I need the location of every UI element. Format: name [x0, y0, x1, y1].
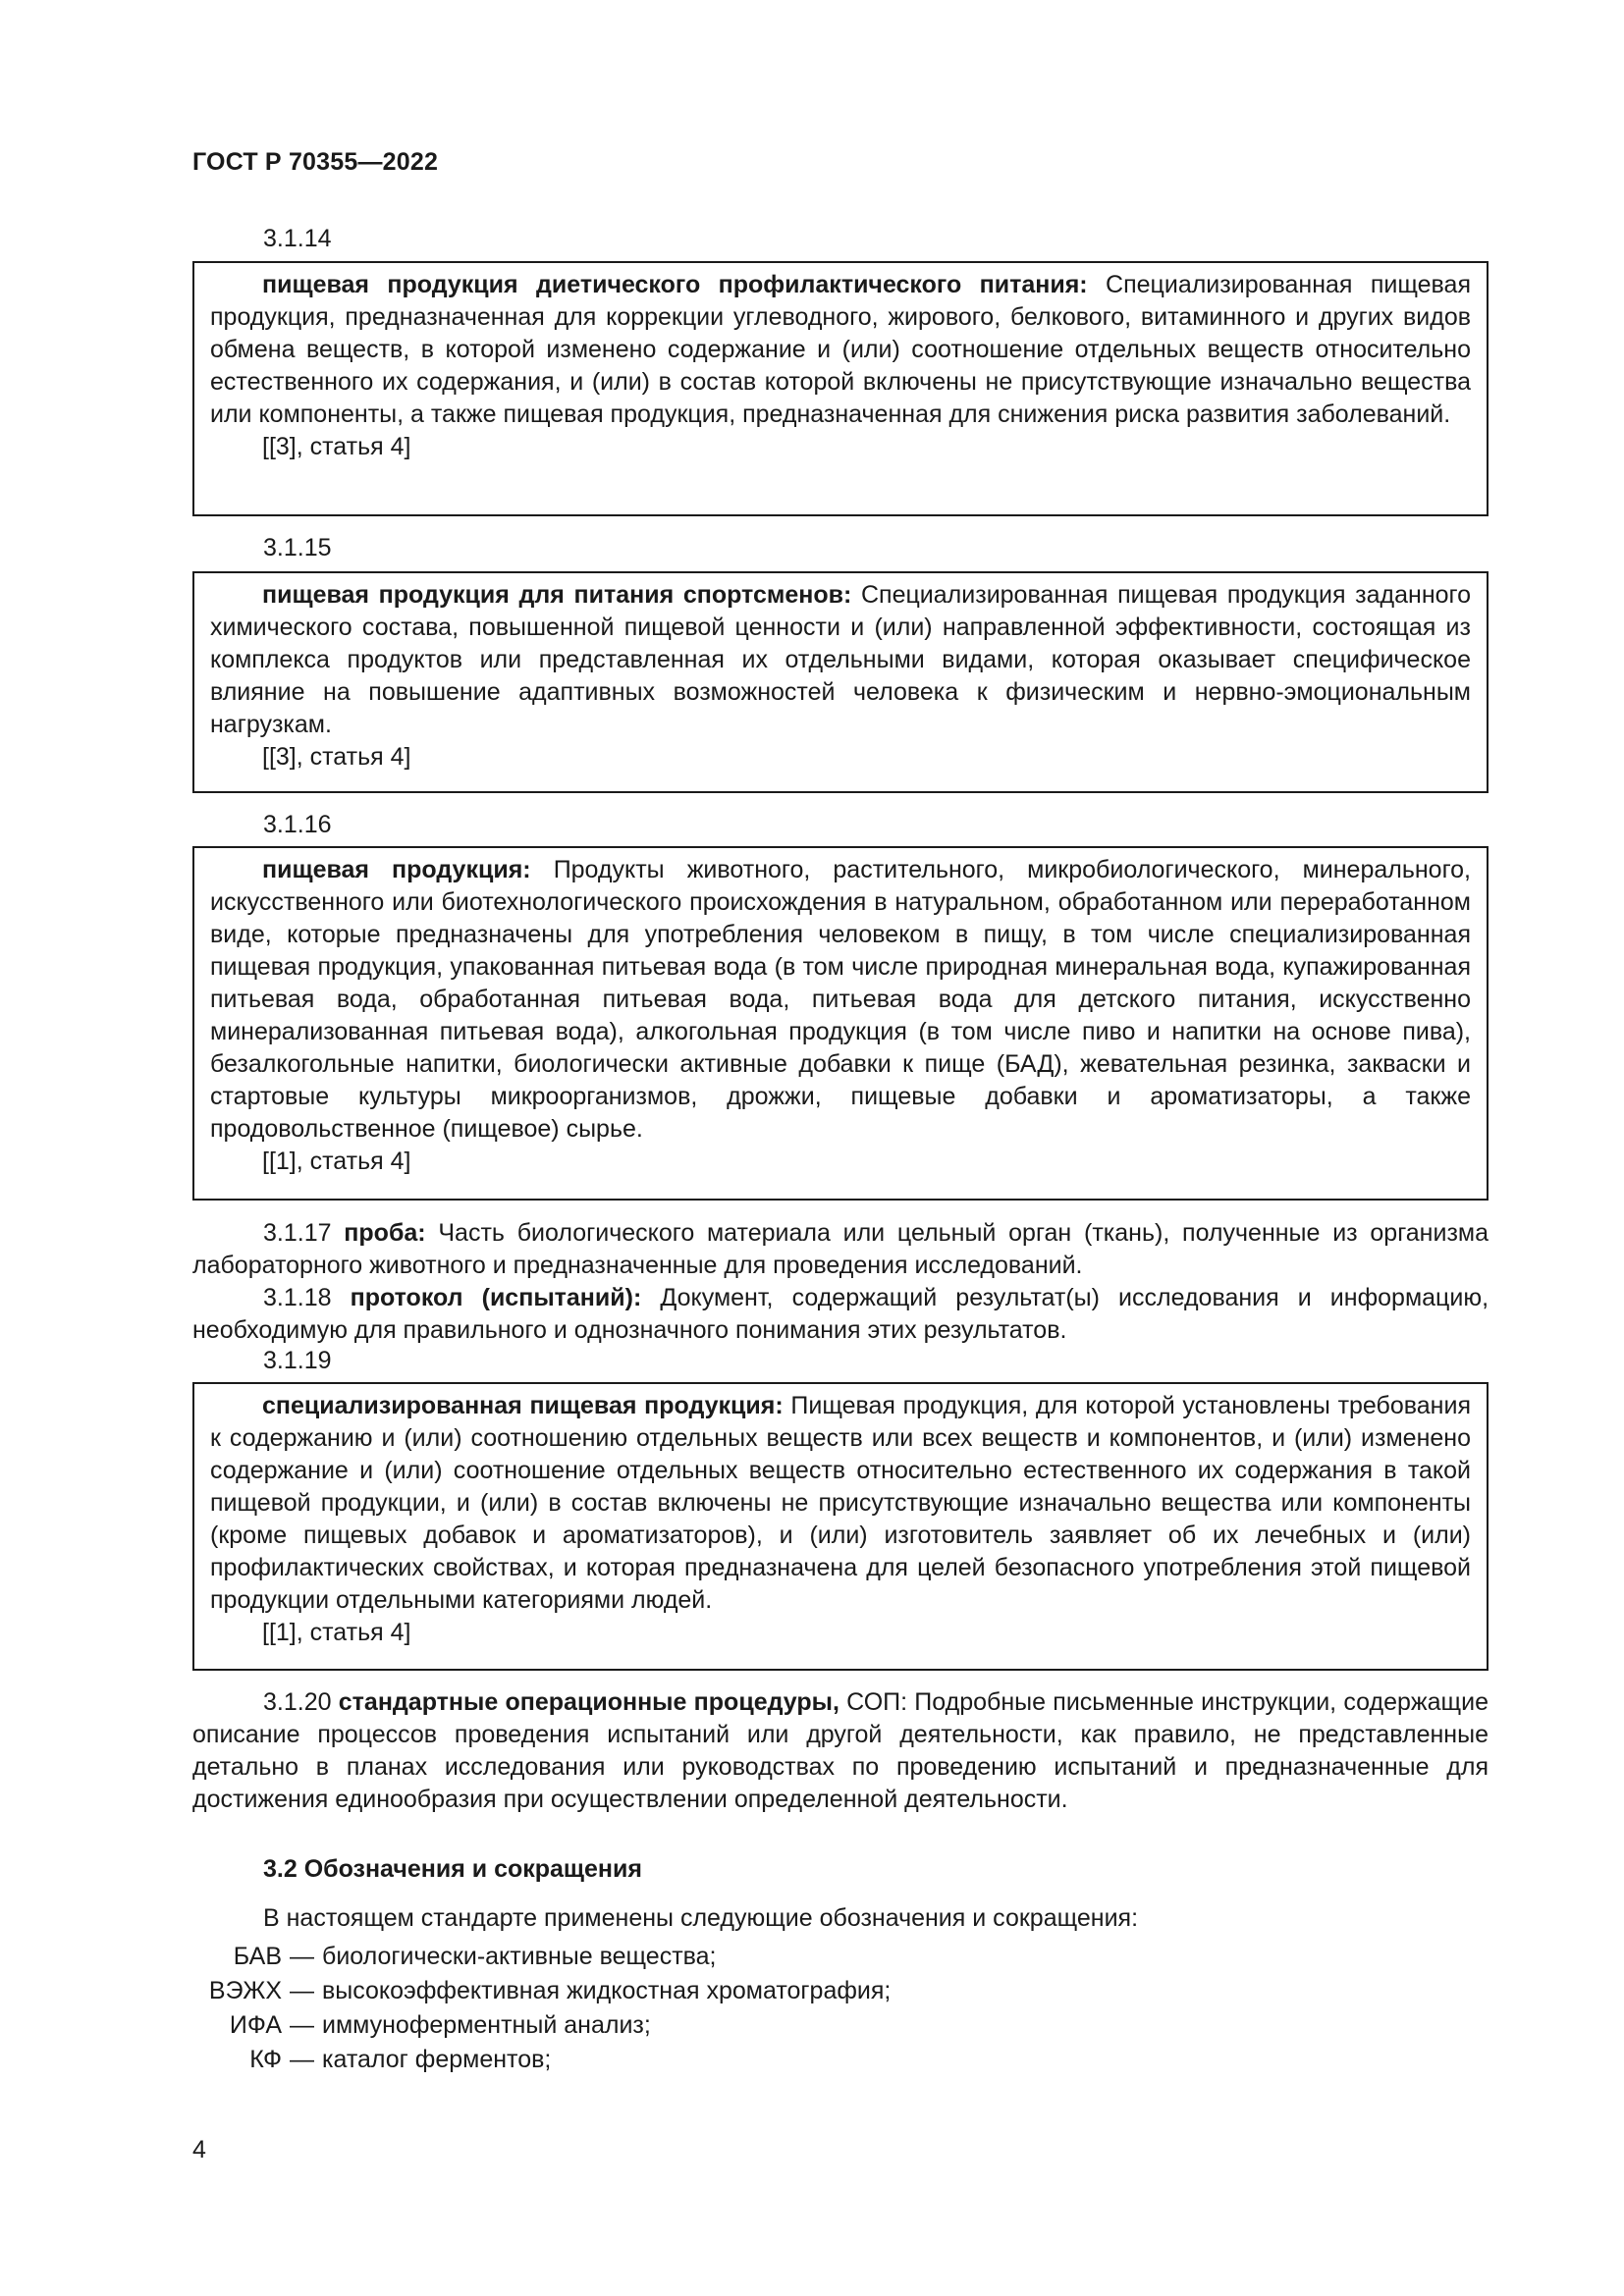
term-title: пищевая продукция: — [262, 856, 531, 883]
document-header: ГОСТ Р 70355—2022 — [192, 148, 439, 176]
page-number: 4 — [192, 2136, 206, 2163]
term-reference: [[1], статья 4] — [262, 1619, 411, 1646]
abbreviation-list — [147, 1940, 1326, 2077]
term-number: 3.1.20 — [263, 1688, 332, 1716]
term-paragraph — [192, 1282, 1489, 1347]
section-intro: В настоящем стандарте применены следующие обозначения и сокращения: — [263, 1904, 1139, 1932]
term-definition: Продукты животного, растительного, микробиологического, минерального, искусственного или биотехнологического происхождения в натуральном, обработанном или переработанном виде, которые предназначены для употребления человеком в пищу, в том числе специализированная пищевая продукция, упакованная питьевая вода (в том числе природная минеральная вода, купажированная питьевая вода, обработанная питьевая вода, питьевая вода для детского питания, искусственно минерализованная питьевая вода), алкогольная продукция (в том числе пиво и напитки на основе пива), безалкогольные напитки, биологически активные добавки к пище (БАД), жевательная резинка, закваски и стартовые культуры микроорганизмов, дрожжи, пищевые добавки и ароматизаторы, а также продовольственное (пищевое) сырье. — [210, 856, 1471, 1143]
term-number: 3.1.16 — [263, 811, 332, 838]
term-reference: [[3], статья 4] — [262, 433, 411, 460]
term-title: проба: — [344, 1219, 426, 1247]
term-reference: [[1], статья 4] — [262, 1148, 411, 1175]
term-paragraph — [210, 1390, 1471, 1617]
abbreviation-item — [147, 2008, 1326, 2043]
term-number: 3.1.17 — [263, 1219, 332, 1247]
plain-terms-block — [192, 1686, 1489, 1816]
abbreviation-meaning: высокоэффективная жидкостная хроматография; — [322, 1977, 892, 2004]
abbreviation-term: ВЭЖХ — [208, 1977, 282, 2004]
term-definition: Документ, содержащий результат(ы) исследования и информацию, необходимую для правильного и однозначного понимания этих результатов. — [192, 1284, 1489, 1344]
abbreviation-item — [147, 2043, 1326, 2077]
abbreviation-dash: — — [290, 1977, 314, 2004]
abbreviation-meaning: биологически-активные вещества; — [322, 1943, 717, 1970]
term-title: специализированная пищевая продукция: — [262, 1392, 784, 1419]
term-paragraph — [210, 579, 1471, 741]
abbreviation-term: ИФА — [229, 2011, 282, 2039]
term-number: 3.1.19 — [263, 1347, 332, 1374]
term-definition: СОП: Подробные письменные инструкции, содержащие описание процессов проведения испытаний или другой деятельности, как правило, не представленные детально в планах исследования или руководствах по проведению испытаний и предназначенные для достижения единообразия при осуществлении определенной деятельности. — [192, 1688, 1489, 1813]
abbreviation-item — [147, 1974, 1326, 2008]
abbreviation-meaning: иммуноферментный анализ; — [322, 2011, 651, 2039]
abbreviation-item — [147, 1940, 1326, 1974]
abbreviation-term: КФ — [249, 2046, 282, 2073]
term-paragraph — [210, 854, 1471, 1146]
term-reference: [[3], статья 4] — [262, 743, 411, 771]
term-title: пищевая продукция для питания спортсменов: — [262, 581, 852, 609]
term-number: 3.1.18 — [263, 1284, 332, 1311]
term-definition-box — [192, 261, 1489, 516]
section-heading: 3.2 Обозначения и сокращения — [263, 1855, 642, 1883]
term-definition-box — [192, 571, 1489, 793]
term-title: стандартные операционные процедуры, — [338, 1688, 839, 1716]
term-definition: Специализированная пищевая продукция, предназначенная для коррекции углеводного, жирового, белкового, витаминного и других видов обмена веществ, в которой изменено содержание и (или) соотношение отдельных веществ относительно естественного их содержания, и (или) в состав которой включены не присутствующие изначально вещества или компоненты, а также пищевая продукция, предназначенная для снижения риска развития заболеваний. — [210, 271, 1471, 428]
abbreviation-meaning: каталог ферментов; — [322, 2046, 552, 2073]
abbreviation-dash: — — [290, 1943, 314, 1970]
term-definition-box — [192, 846, 1489, 1201]
term-definition: Часть биологического материала или цельный орган (ткань), полученные из организма лабораторного животного и предназначенные для проведения исследований. — [192, 1219, 1489, 1279]
plain-terms-block — [192, 1217, 1489, 1347]
term-paragraph — [210, 269, 1471, 431]
term-definition: Пищевая продукция, для которой установлены требования к содержанию и (или) соотношению отдельных веществ или всех веществ и компонентов, и (или) изменено содержание и (или) соотношение отдельных веществ относительно естественного их содержания в такой пищевой продукции, и (или) в состав включены не присутствующие изначально вещества или компоненты (кроме пищевых добавок и ароматизаторов), и (или) изготовитель заявляет об их лечебных и (или) профилактических свойствах, и которая предназначена для целей безопасного употребления этой пищевой продукции отдельными категориями людей. — [210, 1392, 1471, 1614]
term-definition: Специализированная пищевая продукция заданного химического состава, повышенной пищевой ценности и (или) направленной эффективности, состоящая из комплекса продуктов или представленная их отдельными видами, которая оказывает специфическое влияние на повышение адаптивных возможностей человека к физическим и нервно-эмоциональным нагрузкам. — [210, 581, 1472, 738]
abbreviation-dash: — — [290, 2046, 314, 2073]
term-paragraph — [192, 1217, 1489, 1282]
term-paragraph — [192, 1686, 1489, 1816]
term-number: 3.1.15 — [263, 534, 332, 561]
term-title: пищевая продукция диетического профилактического питания: — [262, 271, 1088, 298]
abbreviation-dash: — — [290, 2011, 314, 2039]
abbreviation-term: БАВ — [233, 1943, 282, 1970]
term-definition-box — [192, 1382, 1489, 1671]
term-number: 3.1.14 — [263, 225, 332, 252]
term-title: протокол (испытаний): — [350, 1284, 642, 1311]
